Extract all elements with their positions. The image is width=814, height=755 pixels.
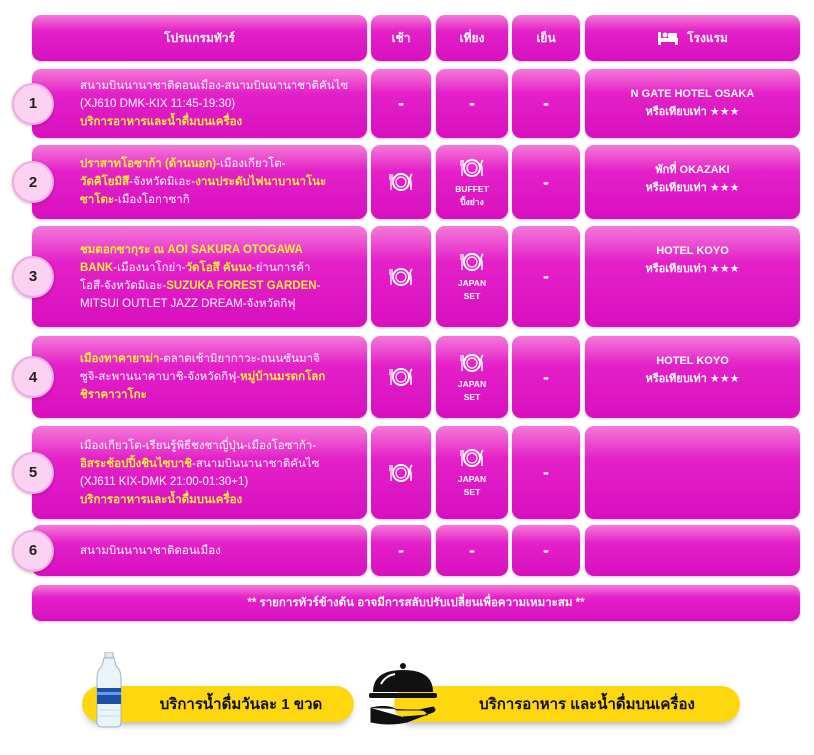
program-line [80, 473, 319, 491]
lunch-type-label: SET [463, 391, 481, 402]
lunch-type-label: BUFFET [455, 183, 489, 194]
dinner-none: - [543, 93, 549, 113]
program-cell-day-2 [32, 145, 367, 219]
hotel-name: HOTEL KOYO [656, 355, 729, 367]
lunch-type-label: SET [463, 291, 481, 301]
lunch-cell [436, 336, 508, 418]
header-breakfast [371, 15, 431, 61]
program-text [80, 350, 325, 404]
lunch-cell [436, 525, 508, 576]
program-highlight: หมู่บ้านมรดกโลก [240, 371, 326, 383]
program-line [80, 277, 320, 295]
meal-icon [388, 171, 414, 193]
lunch-type-label: JAPAN [457, 474, 487, 484]
itinerary-note-text: ** รายการทัวร์ข้างต้น อาจมีการสลับปรับเปลี่ยนเพื่อความเหมาะสม ** [247, 597, 585, 609]
lunch-none: - [469, 540, 475, 560]
program-text [80, 542, 221, 560]
breakfast-cell [371, 426, 431, 519]
header-lunch-label: เที่ยง [459, 30, 485, 45]
program-segment: -เมืองโอกาซากิ [114, 194, 190, 206]
program-line [80, 386, 325, 404]
program-segment: MITSUI OUTLET JAZZ DREAM-จังหวัดกิฟุ [80, 297, 296, 310]
dinner-cell [512, 69, 580, 138]
program-line [80, 455, 319, 473]
day-number-badge: 2 [12, 161, 54, 203]
hotel-cell [585, 336, 800, 418]
header-hotel-label: โรงแรม [687, 30, 728, 45]
header-lunch [436, 15, 508, 61]
program-highlight: งานประดับไฟนาบานาโนะ [195, 176, 327, 188]
program-cell-day-5 [32, 426, 367, 519]
dinner-none: - [543, 366, 549, 387]
program-line [80, 259, 320, 277]
program-line [80, 437, 319, 455]
breakfast-cell [371, 336, 431, 418]
bed-icon [657, 30, 679, 46]
water-bottle-icon [94, 652, 124, 728]
lunch-type-label: JAPAN [457, 278, 487, 288]
program-text [80, 437, 319, 509]
hotel-cell [585, 226, 800, 327]
meal-icon [388, 366, 414, 388]
program-segment: -เมืองนาโกย่า- [113, 261, 186, 274]
program-segment: (XJ611 KIX-DMK 21:00-01:30+1) [80, 475, 249, 488]
meal-icon [459, 157, 485, 179]
hotel-equivalent: หรือเทียบเท่า ★★★ [645, 263, 740, 275]
meal-icon [459, 251, 485, 273]
program-line [80, 368, 325, 386]
day-number-badge: 5 [12, 452, 54, 494]
header-breakfast-label: เช้า [391, 30, 411, 45]
dinner-none: - [543, 171, 549, 192]
day-number-badge: 1 [12, 83, 54, 125]
dinner-cell [512, 336, 580, 418]
meal-icon [388, 266, 414, 288]
meal-icon [459, 447, 485, 469]
program-segment: สนามบินนานาชาติดอนเมือง [80, 544, 221, 557]
program-line [80, 241, 320, 259]
day-number-badge: 4 [12, 356, 54, 398]
hotel-equivalent: หรือเทียบเท่า ★★★ [645, 106, 740, 118]
program-segment: สนามบินนานาชาติดอนเมือง-สนามบินนานาชาติคันไซ [80, 79, 349, 92]
program-line [80, 113, 348, 131]
hotel-name: HOTEL KOYO [656, 245, 729, 257]
program-highlight: ปราสาทโอซาก้า (ด้านนอก) [80, 158, 217, 170]
meal-icon [388, 462, 414, 484]
program-segment: -สนามบินนานาชาติคันไซ [192, 457, 320, 470]
dinner-cell [512, 525, 580, 576]
header-program [32, 15, 367, 61]
lunch-cell [436, 426, 508, 519]
itinerary-note [32, 585, 800, 621]
program-segment: เมืองเกียวโต-เรียนรู้พิธีชงชาญี่ปุ่น-เมืองโอซาก้า- [80, 439, 317, 452]
program-segment: -ย่านการค้า [251, 261, 311, 274]
program-highlight: วัดโอสึ คันนง [185, 261, 252, 274]
program-segment: -จังหวัดมิเอะ- [129, 176, 196, 188]
program-line [80, 542, 221, 560]
program-line [80, 350, 325, 368]
breakfast-cell [371, 69, 431, 138]
lunch-cell [436, 69, 508, 138]
program-cell-day-6 [32, 525, 367, 576]
program-line [80, 491, 319, 509]
program-text [80, 155, 326, 209]
water-service-label: บริการน้ำดื่มวันละ 1 ขวด [159, 696, 323, 713]
hotel-equivalent: หรือเทียบเท่า ★★★ [645, 182, 740, 194]
program-highlight: BANK [80, 261, 114, 274]
program-segment: ซูจิ-สะพานนาคาบาชิ-จังหวัดกิฟุ- [80, 371, 241, 383]
breakfast-cell [371, 226, 431, 327]
header-hotel [585, 15, 800, 61]
program-cell-day-1 [32, 69, 367, 138]
program-line [80, 155, 326, 173]
dinner-none: - [543, 462, 549, 482]
food-tray-icon [367, 660, 439, 728]
meal-service-label: บริการอาหาร และน้ำดื่มบนเครื่อง [479, 696, 695, 713]
program-highlight: เมืองทาคายาม่า [80, 353, 160, 365]
meal-service-pill [394, 686, 740, 722]
hotel-equivalent: หรือเทียบเท่า ★★★ [645, 373, 740, 385]
lunch-cell [436, 145, 508, 219]
meal-icon [459, 352, 485, 374]
header-program-label: โปรแกรมทัวร์ [164, 30, 235, 45]
dinner-cell [512, 426, 580, 519]
program-highlight: อิสระช้อปปิ้งชินไซบาชิ [80, 457, 193, 470]
hotel-name: พักที่ OKAZAKI [655, 164, 730, 176]
program-line [80, 77, 348, 95]
dinner-cell [512, 226, 580, 327]
program-text [80, 241, 320, 313]
program-highlight: บริการอาหารและน้ำดื่มบนเครื่อง [80, 115, 243, 128]
dinner-none: - [543, 540, 549, 560]
hotel-cell [585, 525, 800, 576]
program-text [80, 77, 348, 131]
hotel-cell [585, 69, 800, 138]
breakfast-cell [371, 145, 431, 219]
program-line [80, 173, 326, 191]
dinner-none: - [543, 266, 549, 286]
day-number-badge: 3 [12, 256, 54, 298]
program-highlight: SUZUKA FOREST GARDEN [166, 279, 317, 292]
program-highlight: ชิราคาวาโกะ [80, 389, 147, 401]
breakfast-none: - [398, 93, 404, 113]
program-cell-day-3 [32, 226, 367, 327]
lunch-type-label: ปิ้งย่าง [460, 196, 484, 207]
header-dinner [512, 15, 580, 61]
program-line [80, 95, 348, 113]
breakfast-none: - [398, 540, 404, 560]
program-segment: -เมืองเกียวโต- [216, 158, 286, 170]
breakfast-cell [371, 525, 431, 576]
header-dinner-label: เย็น [536, 30, 556, 45]
program-segment: -ตลาดเช้ามิยากาวะ-ถนนซันมาจิ [159, 353, 320, 365]
program-line [80, 295, 320, 313]
program-segment: - [316, 279, 321, 292]
hotel-cell [585, 426, 800, 519]
program-segment: โอสึ-จังหวัดมิเอะ- [80, 279, 167, 292]
lunch-none: - [469, 93, 475, 113]
lunch-cell [436, 226, 508, 327]
program-highlight: วัดคิโยมิสึ [80, 176, 130, 188]
hotel-cell [585, 145, 800, 219]
program-highlight: ชมดอกซากุระ ณ AOI SAKURA OTOGAWA [80, 243, 303, 256]
program-cell-day-4 [32, 336, 367, 418]
program-highlight: บริการอาหารและน้ำดื่มบนเครื่อง [80, 493, 243, 506]
lunch-type-label: JAPAN [457, 378, 487, 389]
day-number-badge: 6 [12, 530, 54, 572]
hotel-name: N GATE HOTEL OSAKA [630, 88, 755, 100]
dinner-cell [512, 145, 580, 219]
program-line [80, 191, 326, 209]
lunch-type-label: SET [463, 487, 481, 497]
program-highlight: ซาโตะ [80, 194, 115, 206]
program-segment: (XJ610 DMK-KIX 11:45-19:30) [80, 97, 236, 110]
